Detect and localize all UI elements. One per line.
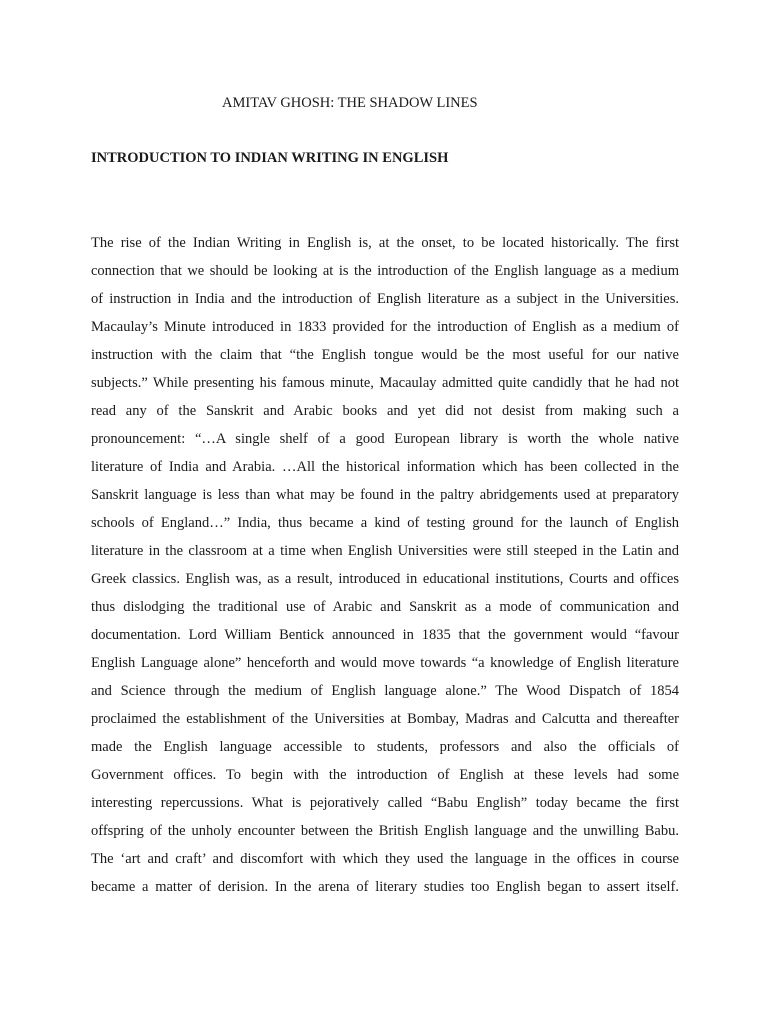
paragraph-line: The ‘art and craft’ and discomfort with which they used the language in the offices in course (91, 851, 679, 867)
paragraph-line: instruction with the claim that “the English tongue would be the most useful for our native (91, 347, 679, 363)
paragraph-line: offspring of the unholy encounter between the British English language and the unwilling Babu. (91, 823, 679, 839)
paragraph-line: documentation. Lord William Bentick announced in 1835 that the government would “favour (91, 627, 679, 643)
paragraph-line: literature in the classroom at a time when English Universities were still steeped in the Latin and (91, 543, 679, 559)
paragraph-line: Government offices. To begin with the introduction of English at these levels had some (91, 767, 679, 783)
paragraph-line: made the English language accessible to students, professors and also the officials of (91, 739, 679, 755)
body-paragraph (91, 233, 679, 905)
paragraph-line: Greek classics. English was, as a result, introduced in educational institutions, Courts and offices (91, 571, 679, 587)
paragraph-line: pronouncement: “…A single shelf of a good European library is worth the whole native (91, 431, 679, 447)
paragraph-line: subjects.” While presenting his famous minute, Macaulay admitted quite candidly that he had not (91, 375, 679, 391)
paragraph-line: Macaulay’s Minute introduced in 1833 provided for the introduction of English as a medium of (91, 319, 679, 335)
paragraph-line: schools of England…” India, thus became a kind of testing ground for the launch of English (91, 515, 679, 531)
document-title: AMITAV GHOSH: THE SHADOW LINES (222, 95, 478, 111)
paragraph-line: The rise of the Indian Writing in English is, at the onset, to be located historically. The first (91, 235, 679, 251)
paragraph-line: proclaimed the establishment of the Universities at Bombay, Madras and Calcutta and thereafter (91, 711, 679, 727)
paragraph-line: Sanskrit language is less than what may be found in the paltry abridgements used at preparatory (91, 487, 679, 503)
paragraph-line: and Science through the medium of English language alone.” The Wood Dispatch of 1854 (91, 683, 679, 699)
paragraph-line: thus dislodging the traditional use of Arabic and Sanskrit as a mode of communication and (91, 599, 679, 615)
paragraph-line: English Language alone” henceforth and would move towards “a knowledge of English literature (91, 655, 679, 671)
paragraph-line: interesting repercussions. What is pejoratively called “Babu English” today became the first (91, 795, 679, 811)
paragraph-line: of instruction in India and the introduction of English literature as a subject in the Universities. (91, 291, 679, 307)
paragraph-line: read any of the Sanskrit and Arabic books and yet did not desist from making such a (91, 403, 679, 419)
paragraph-line: became a matter of derision. In the arena of literary studies too English began to assert itself. (91, 879, 679, 895)
section-heading: INTRODUCTION TO INDIAN WRITING IN ENGLISH (91, 150, 449, 166)
paragraph-line: connection that we should be looking at is the introduction of the English language as a medium (91, 263, 679, 279)
paragraph-line: literature of India and Arabia. …All the historical information which has been collected in the (91, 459, 679, 475)
